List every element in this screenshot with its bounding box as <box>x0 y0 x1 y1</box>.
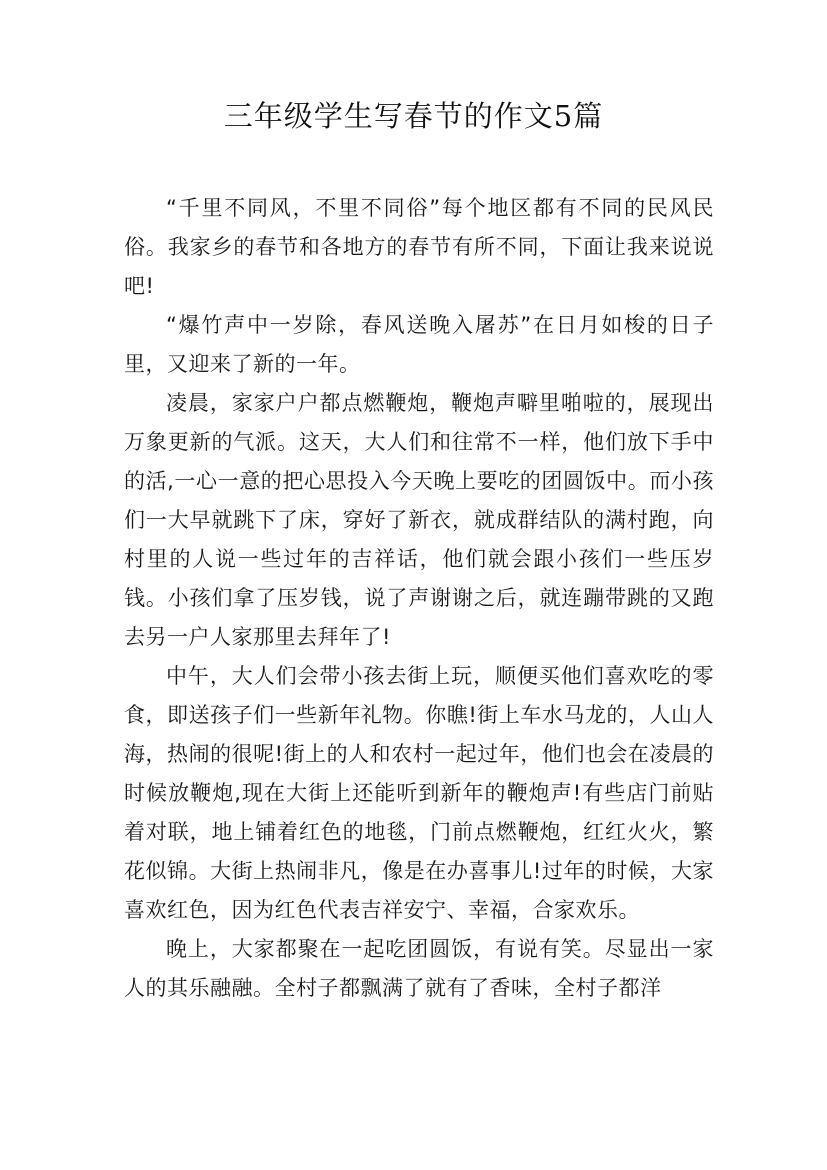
paragraph-4: 中午，大人们会带小孩去街上玩，顺便买他们喜欢吃的零食，即送孩子们一些新年礼物。你瞧!街上车水马龙的，人山人海，热闹的很呢!街上的人和农村一起过年，他们也会在凌晨的时候放鞭炮,现在大街上还能听到新年的鞭炮声!有些店门前贴着对联，地上铺着红色的地毯，门前点燃鞭炮，红红火火，繁花似锦。大街上热闹非凡，像是在办喜事儿!过年的时候，大家喜欢红色，因为红色代表吉祥安宁、幸福，合家欢乐。 <box>124 664 714 922</box>
document-title: 三年级学生写春节的作文5篇 <box>223 99 604 133</box>
document-body <box>124 189 714 1008</box>
paragraph-3: 凌晨，家家户户都点燃鞭炮，鞭炮声噼里啪啦的，展现出万象更新的气派。这天，大人们和往常不一样，他们放下手中的活,一心一意的把心思投入今天晚上要吃的团圆饭中。而小孩们一大早就跳下了床，穿好了新衣，就成群结队的满村跑，向村里的人说一些过年的吉祥话，他们就会跟小孩们一些压岁钱。小孩们拿了压岁钱，说了声谢谢之后，就连蹦带跳的又跑去另一户人家那里去拜年了! <box>124 391 714 649</box>
paragraph-2: “爆竹声中一岁除，春风送晚入屠苏”在日月如梭的日子里，又迎来了新的一年。 <box>124 313 714 376</box>
paragraph-5: 晚上，大家都聚在一起吃团圆饭，有说有笑。尽显出一家人的其乐融融。全村子都飘满了就有了香味，全村子都洋 <box>124 937 714 1000</box>
paragraph-1: “千里不同风，不里不同俗”每个地区都有不同的民风民俗。我家乡的春节和各地方的春节有所不同，下面让我来说说吧! <box>124 196 714 298</box>
